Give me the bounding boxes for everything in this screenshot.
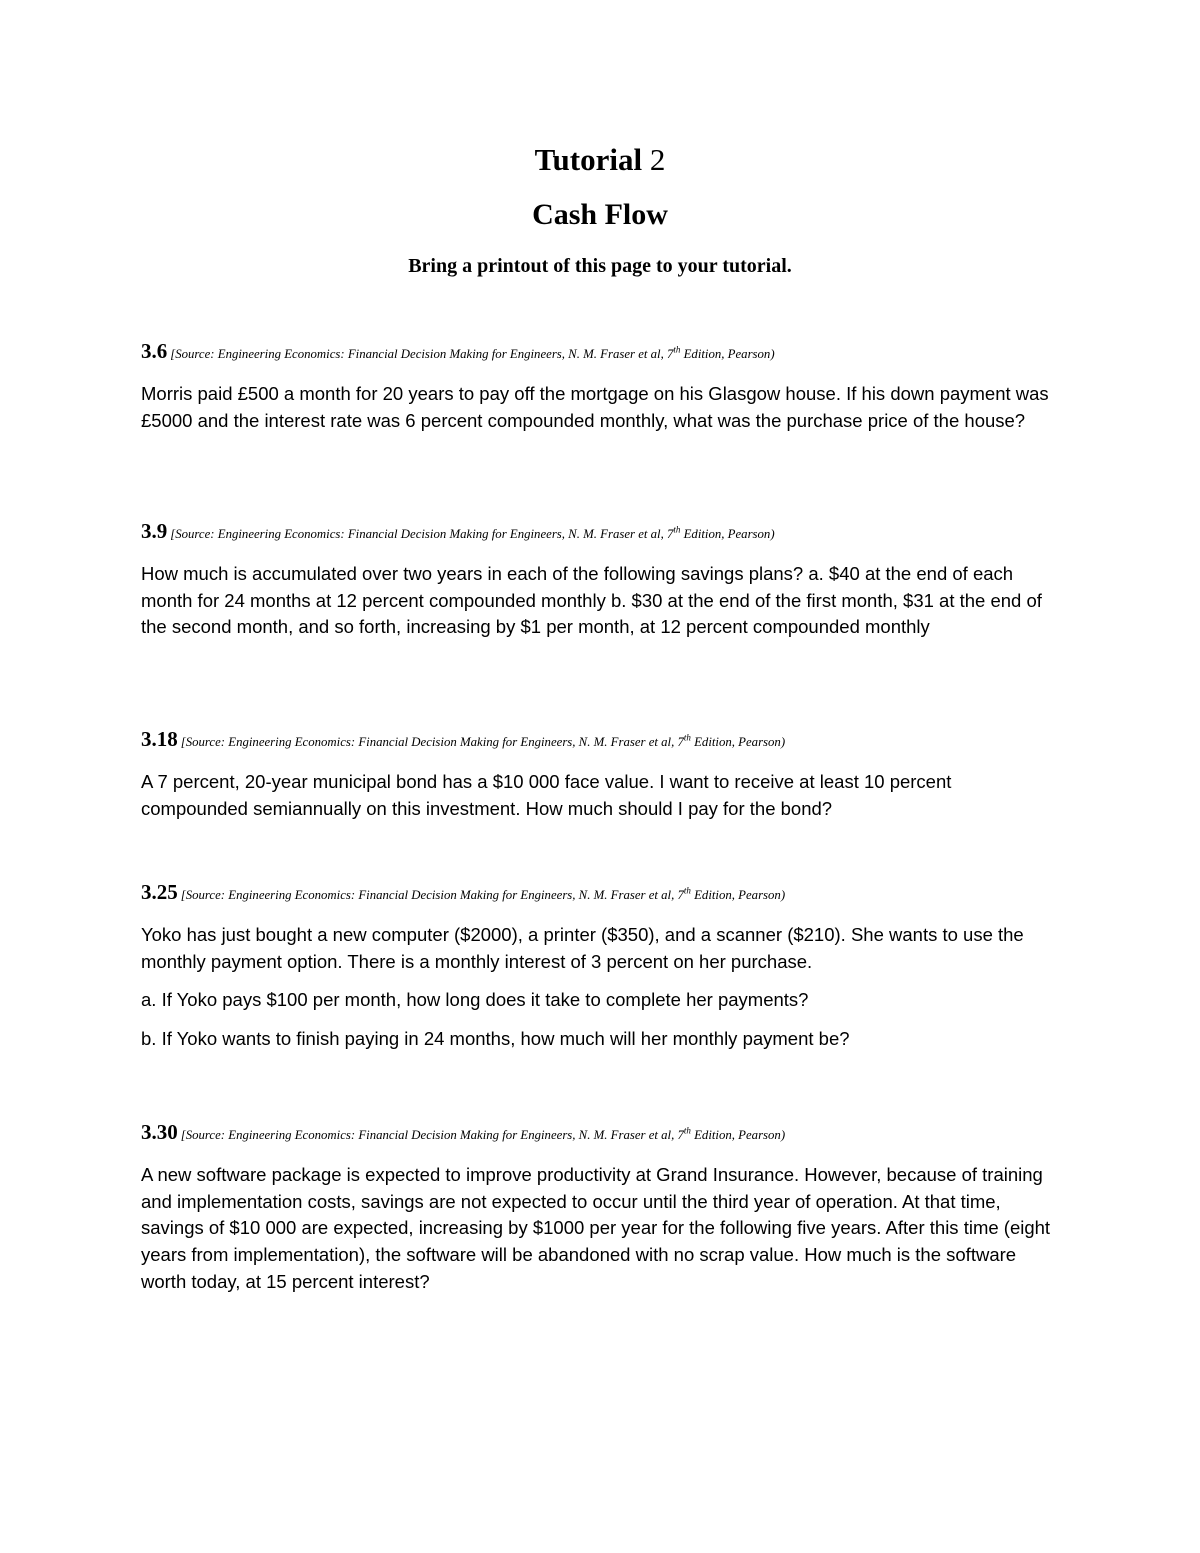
- problem-number: 3.25: [141, 880, 178, 904]
- title-number: 2: [649, 142, 666, 177]
- source-citation: [Source: Engineering Economics: Financial Decision Making for Engineers, N. M. Fraser et al, 7th Edition, Pearson): [180, 732, 786, 749]
- problem-number: 3.30: [141, 1120, 178, 1144]
- title-word: Tutorial: [534, 142, 643, 177]
- problem-number: 3.6: [141, 339, 168, 363]
- problem-text: A 7 percent, 20-year municipal bond has a $10 000 face value. I want to receive at least 10 percent compounded semiannually on this investment. How much should I pay for the bond?: [141, 771, 952, 819]
- problem-part-b: b. If Yoko wants to finish paying in 24 months, how much will her monthly payment be?: [141, 1028, 850, 1050]
- problem-heading: [141, 727, 1061, 754]
- problem-3-9: [141, 519, 1061, 641]
- problem-number: 3.9: [141, 519, 168, 543]
- page-subtitle: Cash Flow: [532, 198, 668, 231]
- problem-heading: [141, 519, 1061, 546]
- problem-heading: [141, 880, 1061, 907]
- source-citation: [Source: Engineering Economics: Financial Decision Making for Engineers, N. M. Fraser et al, 7th Edition, Pearson): [170, 344, 775, 361]
- problem-heading: [141, 339, 1061, 366]
- source-citation: [Source: Engineering Economics: Financial Decision Making for Engineers, N. M. Fraser et al, 7th Edition, Pearson): [180, 1125, 786, 1142]
- problem-text: Yoko has just bought a new computer ($2000), a printer ($350), and a scanner ($210). She wants to use the monthly payment option. There is a monthly interest of 3 percent on her purchase.: [141, 924, 1024, 972]
- problem-heading: [141, 1120, 1061, 1147]
- problem-3-6: [141, 339, 1061, 434]
- problem-3-30: [141, 1120, 1061, 1296]
- source-citation: [Source: Engineering Economics: Financial Decision Making for Engineers, N. M. Fraser et al, 7th Edition, Pearson): [180, 885, 786, 902]
- instruction-text: Bring a printout of this page to your tutorial.: [408, 255, 792, 277]
- page-title: [0, 140, 1200, 180]
- problem-part-a: a. If Yoko pays $100 per month, how long does it take to complete her payments?: [141, 989, 809, 1011]
- problem-text: Morris paid £500 a month for 20 years to pay off the mortgage on his Glasgow house. If his down payment was £5000 and the interest rate was 6 percent compounded monthly, what was the purchase price of the house?: [141, 383, 1049, 431]
- problem-number: 3.18: [141, 727, 178, 751]
- problem-3-18: [141, 727, 1061, 822]
- problem-3-25: [141, 880, 1061, 1053]
- source-citation: [Source: Engineering Economics: Financial Decision Making for Engineers, N. M. Fraser et al, 7th Edition, Pearson): [170, 524, 775, 541]
- problem-text: A new software package is expected to improve productivity at Grand Insurance. However, because of training and implementation costs, savings are not expected to occur until the third year of operation. At that time, savings of $10 000 are expected, increasing by $1000 per year for the following five years. After this time (eight years from implementation), the software will be abandoned with no scrap value. How much is the software worth today, at 15 percent interest?: [141, 1164, 1051, 1292]
- problem-text: How much is accumulated over two years in each of the following savings plans? a. $40 at the end of each month for 24 months at 12 percent compounded monthly b. $30 at the end of the first month, $31 at the end of the second month, and so forth, increasing by $1 per month, at 12 percent compounded monthly: [141, 563, 1042, 638]
